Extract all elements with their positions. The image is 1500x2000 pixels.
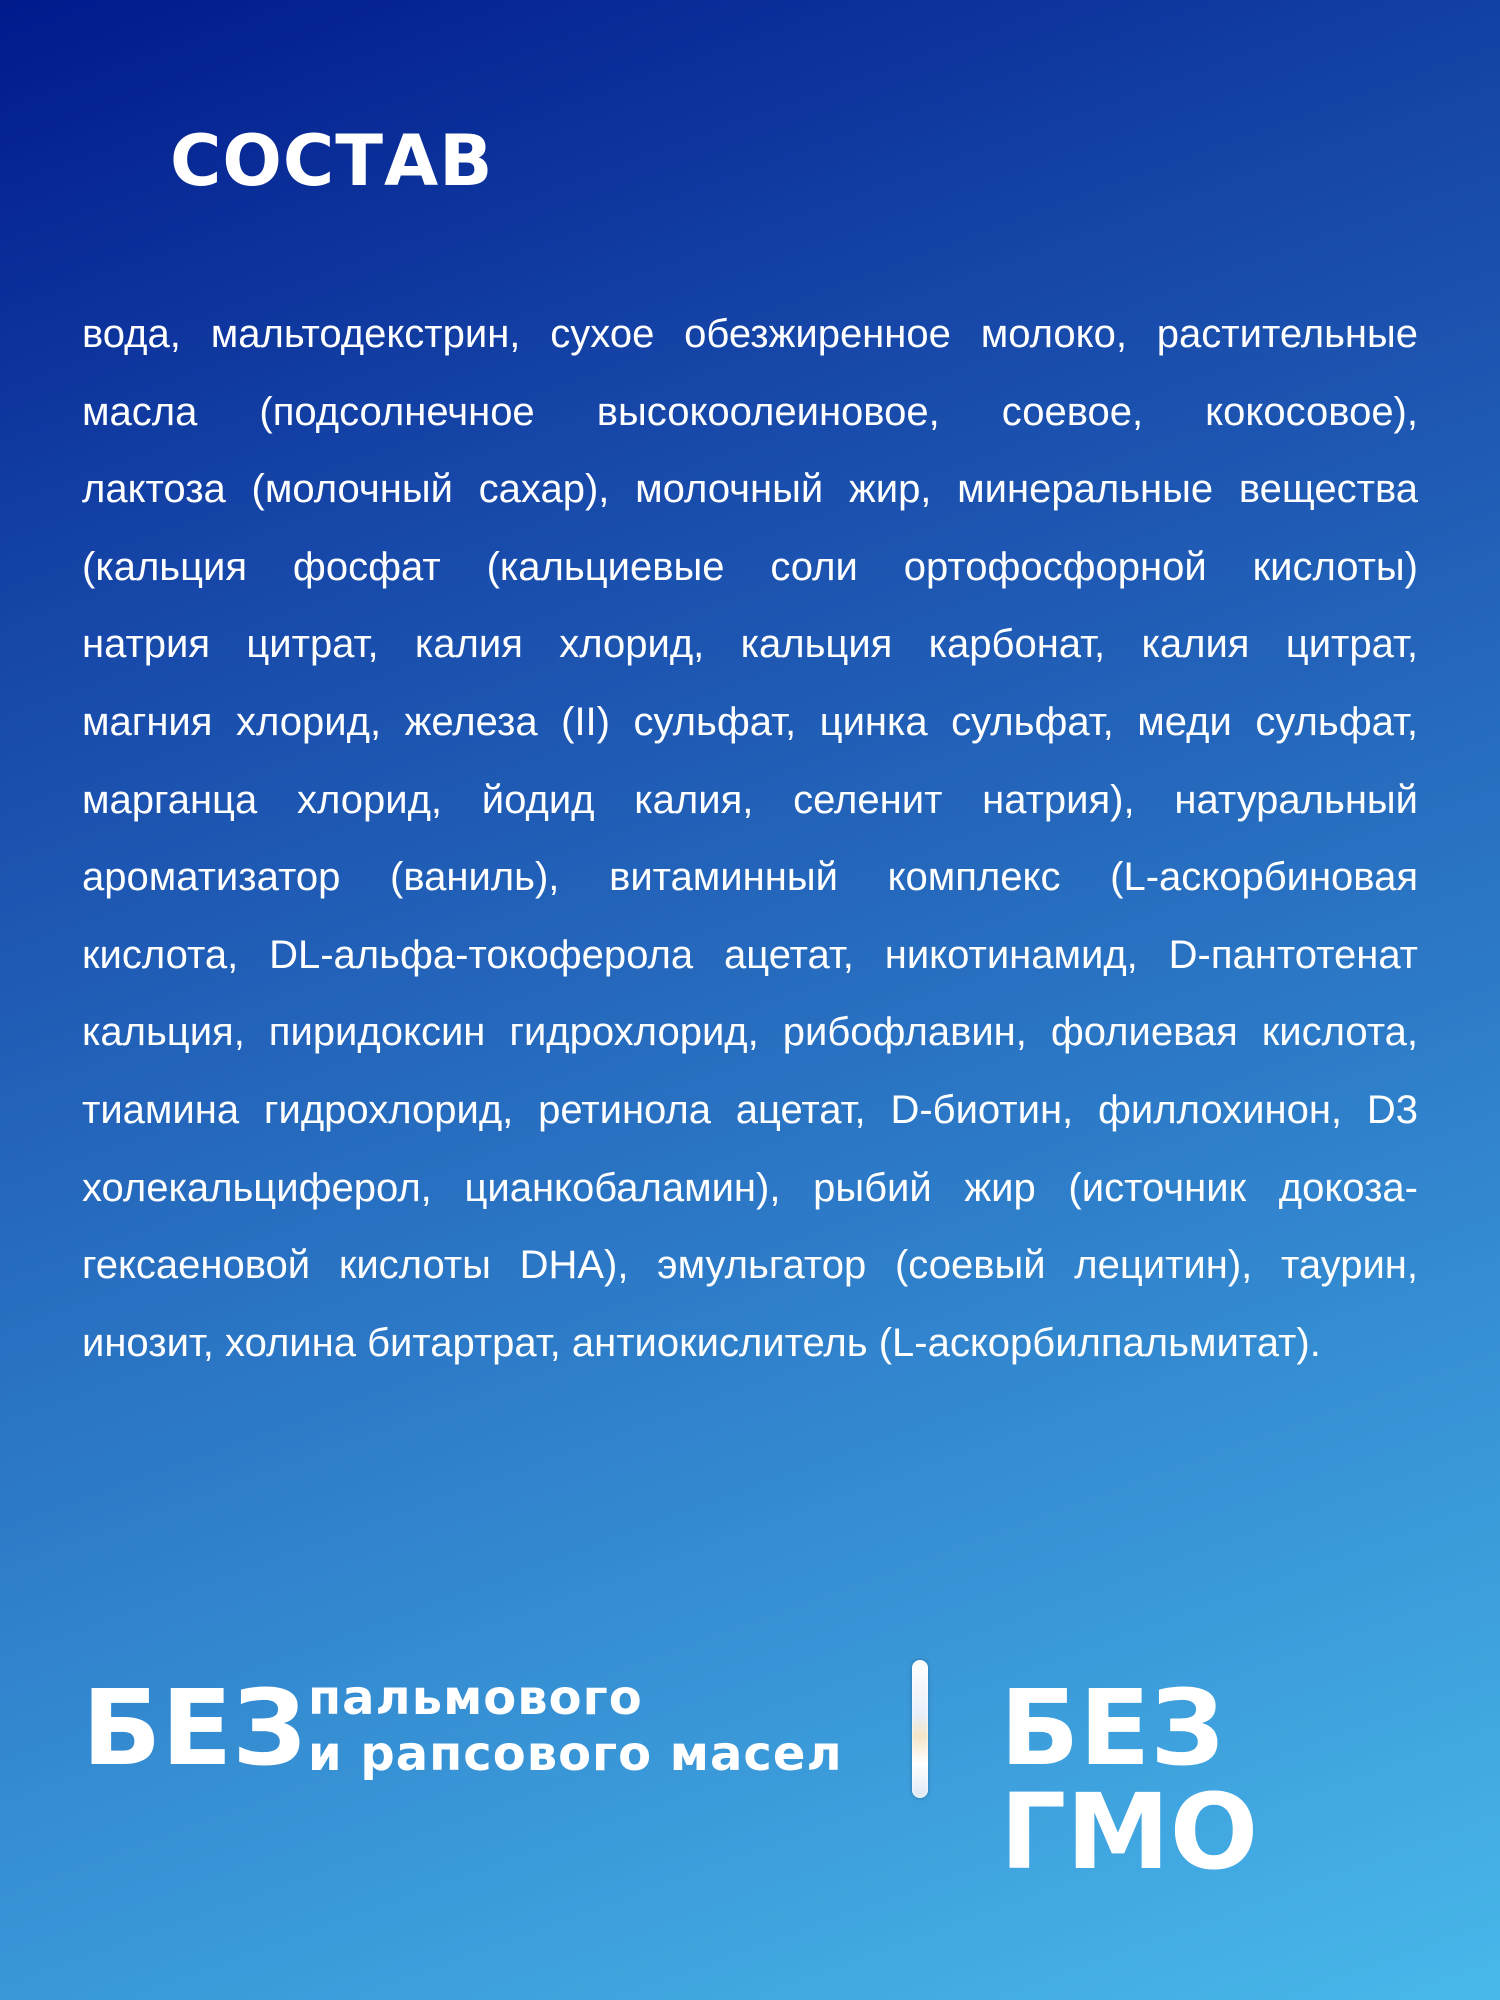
no-palm-oil-subtitle-line2: и рапсового масел — [308, 1726, 843, 1782]
composition-line: (кальция фосфат (кальциевые соли ортофосфорной кислоты) — [82, 544, 1418, 589]
composition-line: кальция, пиридоксин гидрохлорид, рибофлавин, фолиевая кислота, — [82, 1010, 1418, 1055]
composition-text — [82, 296, 1418, 1382]
no-palm-oil-subtitle — [308, 1670, 843, 1782]
composition-line: марганца хлорид, йодид калия, селенит натрия), натуральный — [82, 777, 1418, 822]
composition-line: кислота, DL-альфа-токоферола ацетат, никотинамид, D-пантотенат — [82, 932, 1418, 977]
composition-title: СОСТАВ — [170, 120, 494, 202]
composition-line: тиамина гидрохлорид, ретинола ацетат, D-биотин, филлохинон, D3 — [82, 1087, 1418, 1132]
composition-line: масла (подсолнечное высокоолеиновое, соевое, кокосовое), — [82, 389, 1418, 434]
composition-line: гексаеновой кислоты DHA), эмульгатор (соевый лецитин), таурин, — [82, 1243, 1418, 1288]
claims-bar — [0, 1660, 1500, 1893]
no-gmo-label: БЕЗ ГМО — [1000, 1667, 1259, 1893]
composition-line: магния хлорид, железа (II) сульфат, цинка сульфат, меди сульфат, — [82, 699, 1418, 744]
composition-line: лактоза (молочный сахар), молочный жир, минеральные вещества — [82, 467, 1418, 512]
no-palm-oil-subtitle-line1: пальмового — [308, 1670, 643, 1726]
no-palm-oil-big-label: БЕЗ — [82, 1667, 307, 1789]
composition-line: натрия цитрат, калия хлорид, кальция карбонат, калия цитрат, — [82, 622, 1418, 667]
composition-line: вода, мальтодекстрин, сухое обезжиренное молоко, растительные — [82, 312, 1418, 356]
divider-bar — [912, 1660, 928, 1798]
composition-line: ароматизатор (ваниль), витаминный комплекс (L-аскорбиновая — [82, 855, 1418, 900]
composition-line: инозит, холина битартрат, антиокислитель (L-аскорбилпальмитат). — [82, 1320, 1321, 1365]
composition-line: холекальциферол, цианкобаламин), рыбий жир (источник докоза- — [82, 1165, 1418, 1210]
